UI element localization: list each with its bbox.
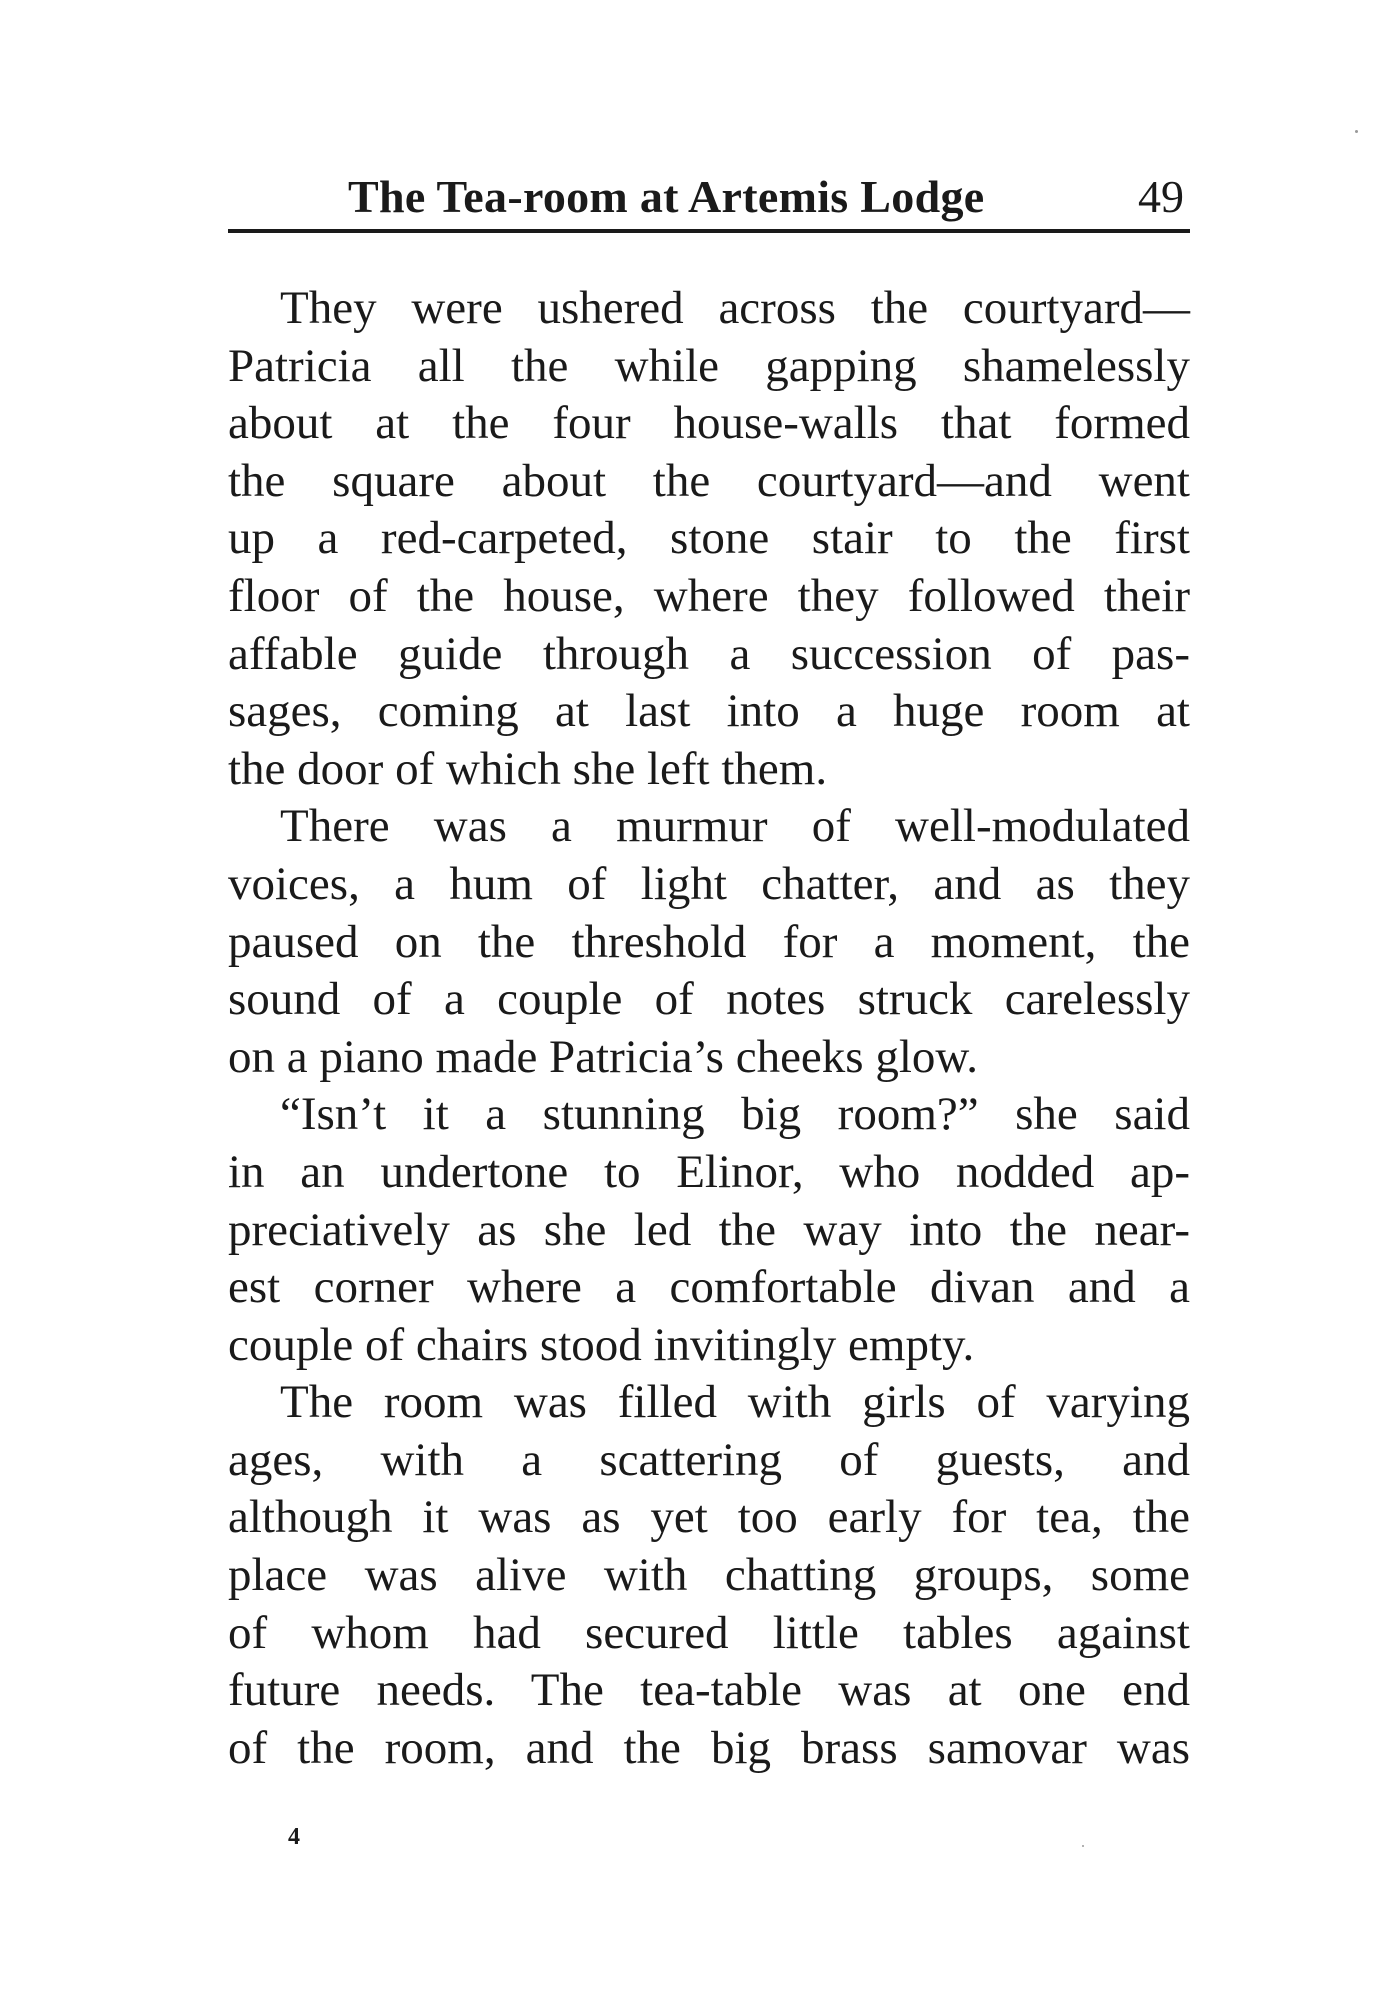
text-line: about at the four house-walls that formed [228,397,1190,450]
text-line: the square about the courtyard—and went [228,454,1190,507]
signature-mark: 4 [288,1824,300,1850]
text-line: The room was filled with girls of varying [280,1376,1190,1429]
text-line: floor of the house, where they followed their [228,569,1190,622]
scan-speck [1082,1845,1084,1847]
paragraph-2 [228,798,1190,1086]
text-line: voices, a hum of light chatter, and as they [228,857,1190,910]
text-line: “Isn’t it a stunning big room?” she said [280,1088,1190,1141]
text-line: sound of a couple of notes struck carelessly [228,973,1190,1026]
text-line: preciatively as she led the way into the near- [228,1203,1190,1256]
text-line: future needs. The tea-table was at one end [228,1664,1190,1717]
text-line: Patricia all the while gapping shamelessly [228,339,1190,392]
text-line: of the room, and the big brass samovar was [228,1721,1190,1774]
running-title: The Tea-room at Artemis Lodge [348,171,985,222]
paragraph-3 [228,1086,1190,1374]
text-line: up a red-carpeted, stone stair to the first [228,512,1190,565]
running-head [228,160,1190,226]
text-line: in an undertone to Elinor, who nodded ap- [228,1145,1190,1198]
text-line: sages, coming at last into a huge room at [228,685,1190,738]
page-number: 49 [1138,171,1184,222]
text-line: affable guide through a succession of pas- [228,627,1190,680]
text-line: paused on the threshold for a moment, the [228,915,1190,968]
text-line: although it was as yet too early for tea, the [228,1491,1190,1544]
text-line: ages, with a scattering of guests, and [228,1433,1190,1486]
paragraph-4 [228,1374,1190,1777]
scan-speck [1355,130,1358,133]
text-line: the door of which she left them. [228,742,828,795]
paragraph-1 [228,280,1190,798]
text-line: place was alive with chatting groups, some [228,1549,1190,1602]
text-line: of whom had secured little tables against [228,1606,1190,1659]
text-line: couple of chairs stood invitingly empty. [228,1318,975,1371]
body-text [228,280,1190,1777]
text-line: They were ushered across the courtyard— [280,282,1190,334]
text-line: on a piano made Patricia’s cheeks glow. [228,1030,979,1083]
text-line: est corner where a comfortable divan and a [228,1261,1190,1314]
header-rule [228,229,1190,233]
text-line: There was a murmur of well-modulated [280,800,1190,853]
